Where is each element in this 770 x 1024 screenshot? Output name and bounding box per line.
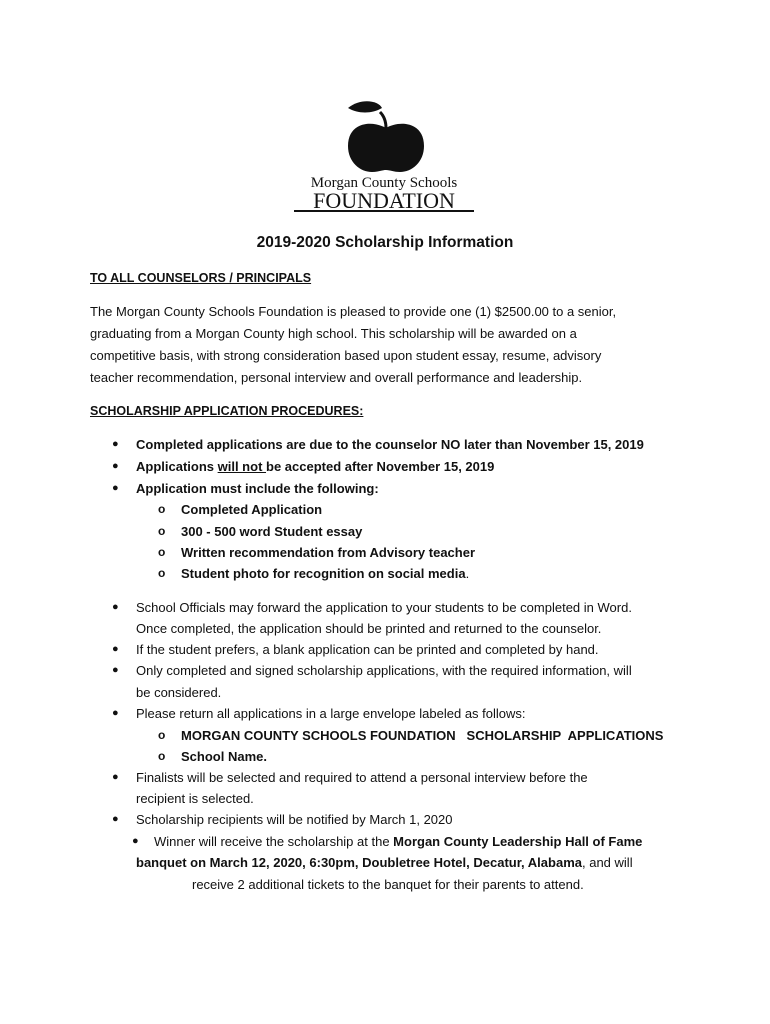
bullet-icon: ● [112,438,119,450]
sub-item: 300 - 500 word Student essay [181,524,363,539]
bullet-envelope: Please return all applications in a large envelope labeled as follows: [136,706,526,721]
text-span: banquet on March 12, 2020, 6:30pm, Doubletree Hotel, Decatur, Alabama [136,855,582,870]
counselors-heading: TO ALL COUNSELORS / PRINCIPALS [90,271,312,285]
text-span: be accepted after November 15, 2019 [266,459,495,474]
bullet-signed-line-2: be considered. [136,685,222,700]
envelope-label-line-2: School Name. [181,749,267,764]
bullet-must-include: Application must include the following: [136,481,379,496]
underline-span: will not [217,459,267,474]
sub-item [181,566,469,581]
bullet-not-accepted [136,459,494,474]
logo-line-1: Morgan County Schools [310,175,458,191]
envelope-label-line-1: MORGAN COUNTY SCHOOLS FOUNDATION SCHOLARSHIP APPLICATIONS [181,728,664,743]
text-span: , and will [582,855,633,870]
winner-line-2 [136,855,633,870]
bullet-finalists-line-2: recipient is selected. [136,791,254,806]
bullet-icon: ● [112,482,119,494]
text-span: Student photo for recognition on social media [181,566,466,581]
bullet-finalists-line-1: Finalists will be selected and required to attend a personal interview before the [136,770,588,785]
intro-line-2: graduating from a Morgan County high school. This scholarship will be awarded on a [90,326,577,341]
logo-line-2: FOUNDATION [313,188,455,213]
bullet-notified: Scholarship recipients will be notified by March 1, 2020 [136,812,453,827]
foundation-logo [288,98,484,214]
bullet-blank-application: If the student prefers, a blank application can be printed and completed by hand. [136,642,599,657]
text-span: . [465,566,470,581]
winner-line-1 [154,834,642,849]
sub-bullet-icon: o [158,566,166,580]
procedures-heading: SCHOLARSHIP APPLICATION PROCEDURES: [90,404,364,418]
sub-bullet-icon: o [158,502,166,516]
text-span: Winner will receive the scholarship at the [154,834,394,849]
page-title: 2019-2020 Scholarship Information [256,234,514,251]
bullet-icon: ● [112,771,119,783]
winner-line-3: receive 2 additional tickets to the banquet for their parents to attend. [192,877,584,892]
bullet-icon: ● [112,813,119,825]
text-span: Morgan County Leadership Hall of Fame [393,834,643,849]
bullet-signed-line-1: Only completed and signed scholarship applications, with the required information, will [136,663,632,678]
text-span: Applications [136,459,218,474]
intro-line-1: The Morgan County Schools Foundation is pleased to provide one (1) $2500.00 to a senior, [90,304,617,319]
bullet-forward-line-1: School Officials may forward the application to your students to be completed in Word. [136,600,632,615]
bullet-due-date: Completed applications are due to the counselor NO later than November 15, 2019 [136,437,644,452]
bullet-icon: ● [112,707,119,719]
sub-bullet-icon: o [158,524,166,538]
sub-item: Written recommendation from Advisory teacher [181,545,476,560]
bullet-icon: ● [112,664,119,676]
bullet-forward-line-2: Once completed, the application should be printed and returned to the counselor. [136,621,602,636]
bullet-icon: ● [112,601,119,613]
sub-bullet-icon: o [158,728,166,742]
bullet-icon: ● [112,460,119,472]
bullet-icon: ● [132,835,139,847]
intro-line-4: teacher recommendation, personal interview and overall performance and leadership. [90,370,583,385]
sub-item: Completed Application [181,502,323,517]
intro-line-3: competitive basis, with strong consideration based upon student essay, resume, advisory [90,348,602,363]
bullet-icon: ● [112,643,119,655]
apple-logo-icon [288,98,484,214]
sub-bullet-icon: o [158,545,166,559]
sub-bullet-icon: o [158,749,166,763]
